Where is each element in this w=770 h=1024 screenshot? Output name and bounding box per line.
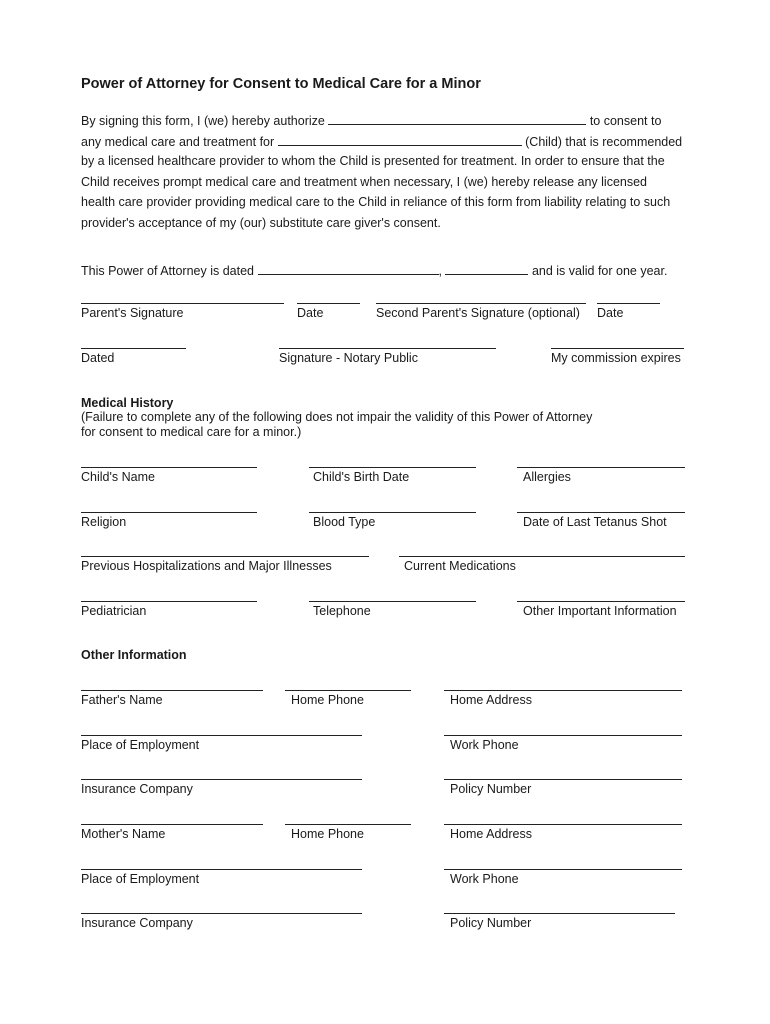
mothers-name-line[interactable]: [81, 824, 263, 825]
fathers-name-label: Father's Name: [81, 693, 163, 707]
insurance-2-label: Insurance Company: [81, 916, 193, 930]
notary-signature-line[interactable]: [279, 348, 496, 349]
work-phone-1-label: Work Phone: [450, 738, 519, 752]
tetanus-label: Date of Last Tetanus Shot: [523, 515, 667, 529]
work-phone-1-line[interactable]: [444, 735, 682, 736]
medications-line[interactable]: [399, 556, 685, 557]
dated-label: This Power of Attorney is dated: [81, 264, 255, 278]
date-line-2[interactable]: [597, 303, 660, 304]
telephone-line[interactable]: [309, 601, 476, 602]
second-parent-signature-label: Second Parent's Signature (optional): [376, 306, 580, 320]
home-phone-1-line[interactable]: [285, 690, 411, 691]
employment-1-label: Place of Employment: [81, 738, 200, 752]
intro-line-1: [81, 113, 661, 128]
allergies-label: Allergies: [523, 470, 571, 484]
home-address-1-label: Home Address: [450, 693, 532, 707]
policy-2-label: Policy Number: [450, 916, 532, 930]
second-parent-signature-line[interactable]: [376, 303, 586, 304]
date-line-1[interactable]: [297, 303, 360, 304]
home-phone-2-label: Home Phone: [291, 827, 364, 841]
intro-consent-label: to consent to: [589, 114, 662, 128]
mothers-name-label: Mother's Name: [81, 827, 166, 841]
pediatrician-label: Pediatrician: [81, 604, 147, 618]
birth-date-label: Child's Birth Date: [313, 470, 410, 484]
other-information-heading: Other Information: [81, 648, 187, 662]
religion-label: Religion: [81, 515, 127, 529]
medical-history-heading: Medical History: [81, 396, 174, 410]
home-phone-2-line[interactable]: [285, 824, 411, 825]
pediatrician-line[interactable]: [81, 601, 257, 602]
employment-2-line[interactable]: [81, 869, 362, 870]
birth-date-line[interactable]: [309, 467, 476, 468]
policy-1-line[interactable]: [444, 779, 682, 780]
intro-line-4: Child receives prompt medical care and treatment when necessary, I (we) hereby release any licensed: [81, 175, 648, 189]
page-title: Power of Attorney for Consent to Medical Care for a Minor: [81, 76, 481, 92]
parent-signature-line[interactable]: [81, 303, 284, 304]
medical-history-note-1: (Failure to complete any of the following does not impair the validity of this Power of Attorney: [81, 410, 593, 424]
medical-history-note-2: for consent to medical care for a minor.): [81, 425, 302, 439]
date-year-field[interactable]: [445, 263, 528, 275]
other-info-label: Other Important Information: [523, 604, 677, 618]
agent-name-field[interactable]: [328, 113, 586, 125]
home-address-2-label: Home Address: [450, 827, 532, 841]
insurance-2-line[interactable]: [81, 913, 362, 914]
intro-line-6: provider's acceptance of my (our) substitute care giver's consent.: [81, 216, 441, 230]
insurance-1-line[interactable]: [81, 779, 362, 780]
notary-label: Signature - Notary Public: [279, 351, 418, 365]
work-phone-2-line[interactable]: [444, 869, 682, 870]
commission-line[interactable]: [551, 348, 684, 349]
intro-treatment-label: any medical care and treatment for: [81, 135, 275, 149]
home-address-1-line[interactable]: [444, 690, 682, 691]
dated-line: [81, 263, 667, 278]
dated-line-field[interactable]: [81, 348, 186, 349]
child-name-field[interactable]: [278, 134, 522, 146]
telephone-label: Telephone: [313, 604, 371, 618]
tetanus-line[interactable]: [517, 512, 685, 513]
religion-line[interactable]: [81, 512, 257, 513]
employment-1-line[interactable]: [81, 735, 362, 736]
date-day-field[interactable]: [258, 263, 439, 275]
dated-label-sig: Dated: [81, 351, 115, 365]
intro-line-5: health care provider providing medical care to the Child in reliance of this form from liability relating to such: [81, 195, 671, 209]
insurance-1-label: Insurance Company: [81, 782, 193, 796]
hospitalizations-label: Previous Hospitalizations and Major Illnesses: [81, 559, 332, 573]
date-label-2: Date: [597, 306, 624, 320]
intro-line-2: [81, 134, 682, 149]
home-phone-1-label: Home Phone: [291, 693, 364, 707]
parent-signature-label: Parent's Signature: [81, 306, 184, 320]
commission-label: My commission expires: [551, 351, 681, 365]
policy-2-line[interactable]: [444, 913, 675, 914]
intro-authorize-label: By signing this form, I (we) hereby authorize: [81, 114, 325, 128]
fathers-name-line[interactable]: [81, 690, 263, 691]
dated-comma: ,: [438, 264, 442, 278]
home-address-2-line[interactable]: [444, 824, 682, 825]
childs-name-line[interactable]: [81, 467, 257, 468]
medications-label: Current Medications: [404, 559, 516, 573]
employment-2-label: Place of Employment: [81, 872, 200, 886]
work-phone-2-label: Work Phone: [450, 872, 519, 886]
policy-1-label: Policy Number: [450, 782, 532, 796]
childs-name-label: Child's Name: [81, 470, 155, 484]
allergies-line[interactable]: [517, 467, 685, 468]
intro-child-label: (Child) that is recommended: [525, 135, 683, 149]
hospitalizations-line[interactable]: [81, 556, 369, 557]
intro-line-3: by a licensed healthcare provider to whom the Child is presented for treatment. In order to ensure that the: [81, 154, 665, 168]
blood-type-label: Blood Type: [313, 515, 376, 529]
other-info-line[interactable]: [517, 601, 685, 602]
blood-type-line[interactable]: [309, 512, 476, 513]
valid-label: and is valid for one year.: [531, 264, 668, 278]
date-label-1: Date: [297, 306, 324, 320]
